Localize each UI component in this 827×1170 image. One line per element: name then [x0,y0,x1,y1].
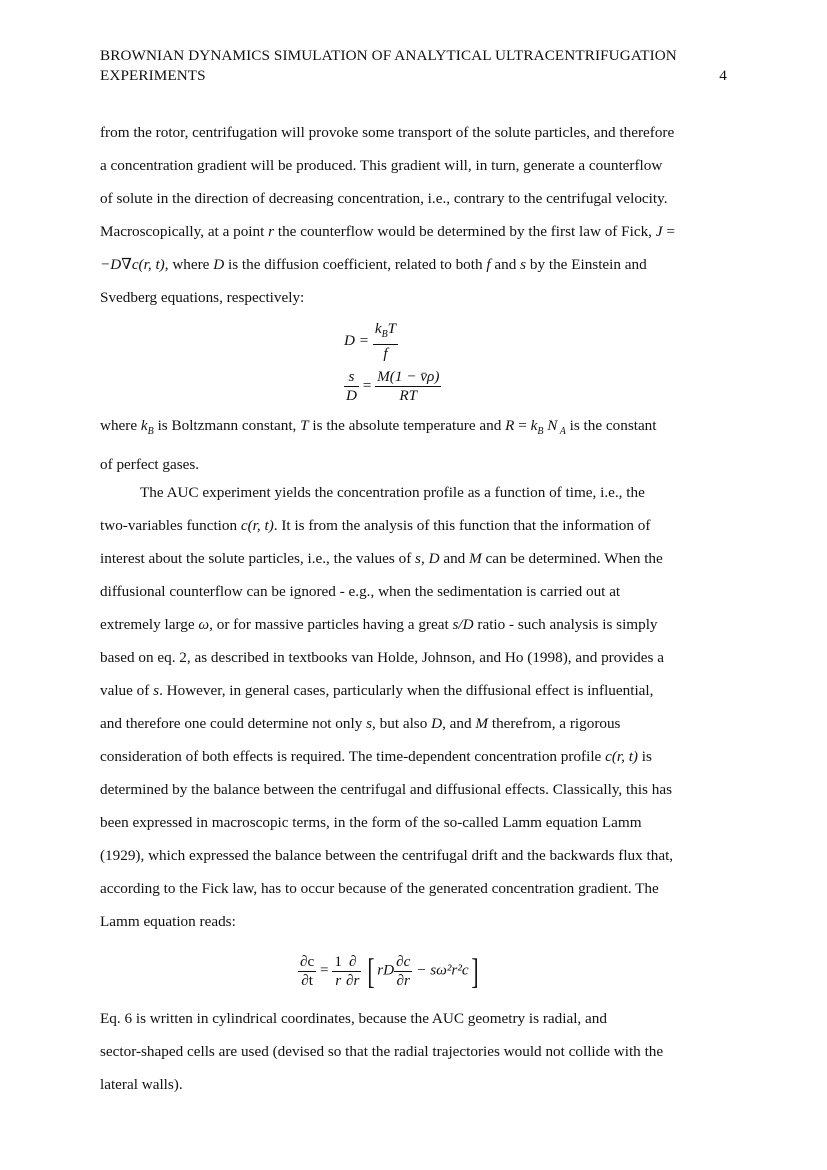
text-span: is the absolute temperature and [308,417,506,434]
text-line [100,674,727,707]
fraction-denominator: ∂r [346,971,360,989]
text-span: , and [442,715,476,732]
text-line [100,542,727,575]
text-span: consideration of both effects is required. The time-dependent concentration profile [100,748,606,765]
text-span: interest about the solute particles, i.e., the values of [100,550,416,567]
fraction-numerator: s [344,368,359,387]
text-span: is the diffusion coefficient, related to both [224,256,487,273]
running-title-line2: EXPERIMENTS [100,67,206,84]
math-symbol: M [475,715,489,732]
text-span: can be determined. When the [481,550,663,567]
fraction-numerator [373,320,398,345]
text-line [100,608,727,641]
math-expression: rD [377,961,395,979]
math-expression: − sω²r²c [416,961,469,979]
text-line [100,509,727,542]
paragraph-3 [100,476,727,938]
fraction-denominator: ∂t [301,971,313,989]
text-line [100,248,727,281]
text-line: (1929), which expressed the balance between the centrifugal drift and the backwards flux that, [100,847,674,864]
text-span: the counterflow would be determined by the first law of Fick, [274,223,656,240]
paragraph-1 [100,116,727,314]
text-span: , [420,550,429,567]
text-line: based on eq. 2, as described in textbooks van Holde, Johnson, and Ho (1998), and provides a [100,649,664,666]
einstein-equation [344,320,398,363]
math-symbol: ω [198,616,210,633]
math-expression: −D∇c(r, t) [100,256,165,273]
page-number: 4 [719,67,727,84]
fraction [332,953,344,990]
fraction-denominator: r [335,971,342,989]
math-symbol: D [213,256,225,273]
text-span: , where [164,256,214,273]
math-symbol: D [431,715,443,732]
paragraph-2 [100,409,727,481]
fraction-numerator: ∂c [396,952,411,970]
svedberg-equation [344,368,441,405]
text-line: from the rotor, centrifugation will provoke some transport of the solute particles, and therefore [100,124,675,141]
lamm-equation [298,950,481,992]
fraction-denominator: D [346,387,357,404]
equals-sign: = [320,961,329,979]
text-line: The AUC experiment yields the concentration profile as a function of time, i.e., the [140,484,645,501]
equals-sign: = [362,376,372,394]
text-line: of perfect gases. [100,456,200,474]
math-expression: c(r, t) [605,748,638,765]
math-subscript: B [381,329,388,341]
text-line: of solute in the direction of decreasing concentration, i.e., contrary to the centrifugal velocity. [100,190,668,207]
text-span: , or for massive particles having a great [209,616,453,633]
fraction [298,953,316,990]
text-span: two-variables function [100,517,241,534]
math-symbol: s [153,682,160,699]
math-subscript: B [147,426,154,438]
text-span: = [662,223,675,240]
text-span: Macroscopically, at a point [100,223,269,240]
text-line: Eq. 6 is written in cylindrical coordinates, because the AUC geometry is radial, and [100,1010,607,1027]
fraction [394,953,412,990]
fraction-numerator: M(1 − v̄ρ) [377,368,440,385]
text-span: is Boltzmann constant, [153,417,301,434]
math-symbol: k [374,320,382,337]
running-header [100,46,727,86]
text-span: is the constant [565,417,657,434]
math-symbol: T [387,320,397,337]
fraction-numerator: 1 [334,952,343,970]
fraction [344,953,361,990]
text-line [100,409,727,448]
fraction-numerator: ∂c [300,952,315,970]
left-bracket: [ [367,951,375,991]
equation-lhs: D = [344,332,370,349]
text-line: Svedberg equations, respectively: [100,289,305,306]
text-span: therefrom, a rigorous [488,715,621,732]
math-symbol: f [486,256,491,273]
text-line: according to the Fick law, has to occur because of the generated concentration gradient. The [100,880,659,897]
fraction-denominator: ∂r [396,971,410,989]
math-symbol: k [530,417,538,434]
math-symbol: k [140,417,148,434]
text-line [100,215,727,248]
running-title-line1: BROWNIAN DYNAMICS SIMULATION OF ANALYTICAL ULTRACENTRIFUGATION [100,47,677,64]
text-span: where [100,417,141,434]
text-line [100,707,727,740]
text-line: determined by the balance between the centrifugal and diffusional effects. Classically, this has [100,781,673,798]
fraction-numerator: ∂ [344,953,361,972]
math-symbol: s [366,715,373,732]
math-expression: s/D [452,616,474,633]
text-span: extremely large [100,616,199,633]
math-symbol: N [543,417,558,434]
math-subscript: A [557,426,566,438]
math-symbol: s [520,256,527,273]
math-symbol: r [268,223,275,240]
text-line: Lamm equation reads: [100,913,236,930]
math-symbol: s [415,550,421,567]
text-span: . It is from the analysis of this function that the information of [273,517,651,534]
text-span: value of [100,682,154,699]
math-expression: c(r, t) [240,517,274,534]
right-bracket: ] [471,951,479,991]
text-span: , but also [372,715,432,732]
text-line: diffusional counterflow can be ignored - e.g., when the sedimentation is carried out at [100,583,621,600]
text-span: and therefore one could determine not only [100,715,367,732]
text-span: by the Einstein and [526,256,647,273]
text-span: = [514,417,531,434]
text-span: ratio - such analysis is simply [473,616,658,633]
math-symbol: J [655,223,663,240]
fraction [375,368,441,405]
math-symbol: D [428,550,440,567]
text-line: been expressed in macroscopic terms, in the form of the so-called Lamm equation Lamm [100,814,642,831]
text-span: and [490,256,521,273]
text-span: is [638,748,652,765]
text-line: a concentration gradient will be produced. This gradient will, in turn, generate a counterflow [100,157,663,174]
text-line: lateral walls). [100,1076,183,1093]
fraction [344,368,359,405]
fraction [373,320,398,363]
math-symbol: R [505,417,515,434]
text-span: and [439,550,470,567]
text-line [100,740,727,773]
text-line: sector-shaped cells are used (devised so that the radial trajectories would not collide with the [100,1043,664,1060]
math-symbol: M [469,550,482,567]
math-symbol: T [300,417,309,434]
math-subscript: B [537,426,544,438]
paragraph-4 [100,1002,727,1101]
fraction-denominator: RT [399,387,418,404]
fraction-denominator: f [383,345,388,363]
text-span: . However, in general cases, particularly when the diffusional effect is influential, [159,682,654,699]
